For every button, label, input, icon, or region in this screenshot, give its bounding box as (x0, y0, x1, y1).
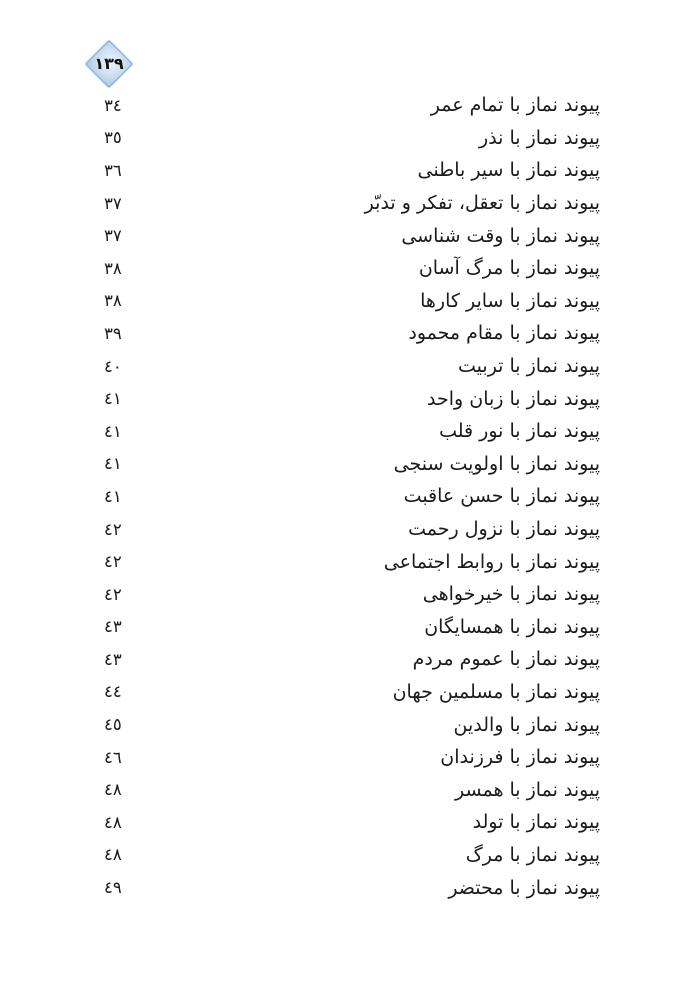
toc-row (103, 89, 600, 122)
toc-item-title: پیوند نماز با تمام عمر (430, 94, 600, 117)
toc-item-title: پیوند نماز با تربیت (458, 355, 600, 378)
toc-row (103, 545, 600, 578)
toc-item-page: ٤١ (104, 389, 122, 409)
toc-row (103, 415, 600, 448)
toc-item-page: ٤١ (104, 486, 122, 506)
toc-row (103, 611, 600, 644)
toc-row (103, 154, 600, 187)
toc-row (103, 480, 600, 513)
toc-item-page: ٣٧ (104, 193, 122, 213)
toc-row (103, 708, 600, 741)
toc-item-page: ٤٠ (104, 356, 122, 376)
toc-row (103, 773, 600, 806)
toc-item-page: ٣٦ (104, 160, 122, 180)
toc-item-page: ٤٨ (104, 812, 122, 832)
toc-item-title: پیوند نماز با فرزندان (440, 746, 600, 769)
toc-item-title: پیوند نماز با زبان واحد (427, 387, 600, 410)
toc-item-title: پیوند نماز با تعقل، تفکر و تدبّر (364, 192, 600, 215)
toc-row (103, 643, 600, 676)
toc-item-page: ٣٨ (104, 291, 122, 311)
toc-row (103, 317, 600, 350)
toc-item-title: پیوند نماز با والدین (453, 713, 600, 736)
toc-item-page: ٤١ (104, 421, 122, 441)
page-number-label: ۱۳۹ (94, 54, 124, 73)
toc-item-page: ٤١ (104, 454, 122, 474)
toc-item-title: پیوند نماز با سیر باطنی (417, 159, 600, 182)
toc-row (103, 676, 600, 709)
toc-row (103, 871, 600, 904)
toc-item-page: ٤٤ (104, 682, 122, 702)
toc-row (103, 513, 600, 546)
toc-row (103, 252, 600, 285)
toc-item-title: پیوند نماز با مقام محمود (408, 322, 600, 345)
toc-row (103, 448, 600, 481)
page-number-badge (85, 40, 133, 88)
toc-item-title: پیوند نماز با حسن عاقبت (403, 485, 600, 508)
toc-row (103, 122, 600, 155)
toc-row (103, 219, 600, 252)
toc-item-page: ٣٨ (104, 258, 122, 278)
toc-item-page: ٣٩ (104, 323, 122, 343)
toc-item-title: پیوند نماز با نور قلب (439, 420, 600, 443)
toc-row (103, 350, 600, 383)
toc-item-title: پیوند نماز با همسایگان (424, 615, 600, 638)
toc-item-title: پیوند نماز با محتضر (448, 876, 600, 899)
toc-item-page: ٤٢ (104, 519, 122, 539)
toc-item-page: ٣٧ (104, 226, 122, 246)
toc-row (103, 578, 600, 611)
toc-item-page: ٤٨ (104, 780, 122, 800)
toc-item-page: ٤٣ (104, 649, 122, 669)
toc-row (103, 839, 600, 872)
toc-row (103, 285, 600, 318)
toc-item-title: پیوند نماز با روابط اجتماعی (383, 550, 600, 573)
toc-item-title: پیوند نماز با مرگ (465, 843, 600, 866)
toc-item-title: پیوند نماز با خیرخواهی (422, 583, 600, 606)
toc-item-page: ٣٥ (104, 128, 122, 148)
toc-item-page: ٣٤ (104, 95, 122, 115)
toc-row (103, 806, 600, 839)
toc-item-title: پیوند نماز با همسر (455, 778, 600, 801)
toc-item-title: پیوند نماز با عموم مردم (412, 648, 600, 671)
toc-row (103, 382, 600, 415)
toc-item-title: پیوند نماز با مسلمین جهان (392, 680, 600, 703)
toc-list (103, 89, 600, 904)
toc-item-title: پیوند نماز با تولد (472, 811, 600, 834)
toc-item-title: پیوند نماز با سایر کارها (420, 289, 600, 312)
toc-item-title: پیوند نماز با اولویت سنجی (393, 452, 600, 475)
toc-item-page: ٤٥ (104, 715, 122, 735)
toc-item-title: پیوند نماز با مرگ آسان (418, 257, 600, 280)
toc-item-title: پیوند نماز با نزول رحمت (408, 518, 600, 541)
toc-item-title: پیوند نماز با وقت شناسی (401, 224, 600, 247)
toc-item-title: پیوند نماز با نذر (479, 126, 600, 149)
toc-item-page: ٤٩ (104, 878, 122, 898)
toc-item-page: ٤٦ (104, 747, 122, 767)
toc-item-page: ٤٢ (104, 552, 122, 572)
toc-row (103, 187, 600, 220)
toc-item-page: ٤٢ (104, 584, 122, 604)
toc-item-page: ٤٨ (104, 845, 122, 865)
toc-item-page: ٤٣ (104, 617, 122, 637)
toc-row (103, 741, 600, 774)
